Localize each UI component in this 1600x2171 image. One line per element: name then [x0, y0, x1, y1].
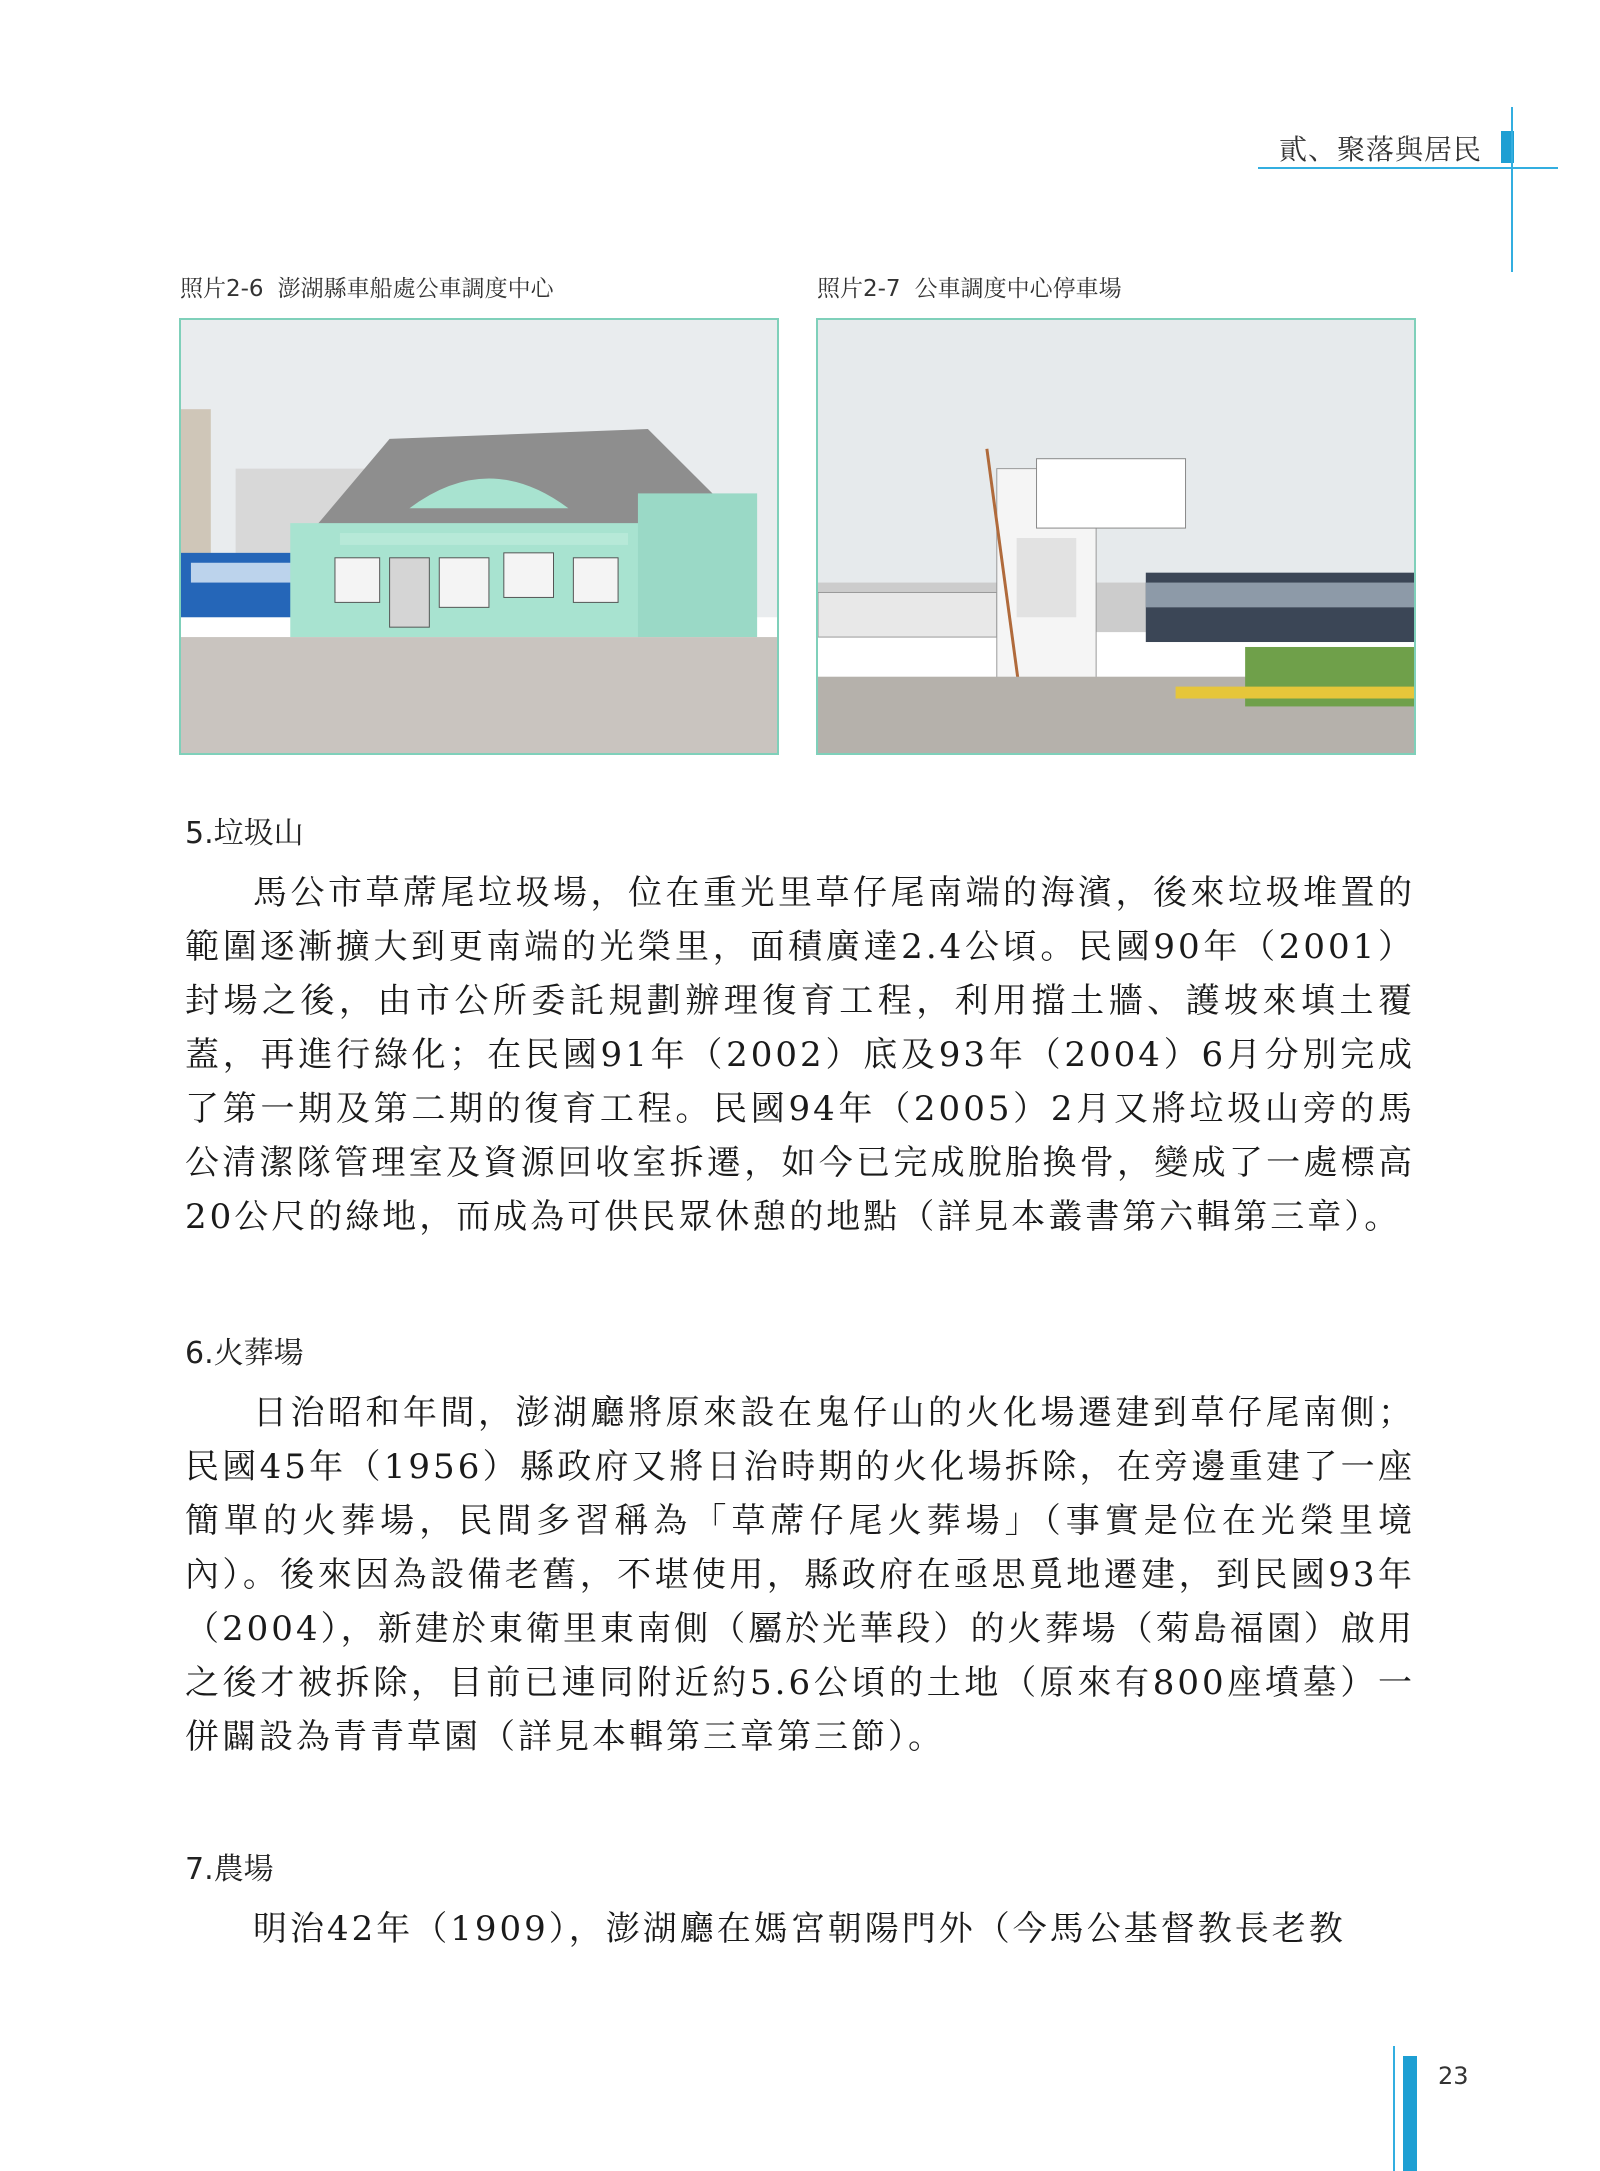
- section-heading: 6.火葬場: [185, 1336, 304, 1371]
- section-heading: 7.農場: [185, 1852, 274, 1887]
- section-paragraph: 馬公市草蓆尾垃圾場，位在重光里草仔尾南端的海濱，後來垃圾堆置的範圍逐漸擴大到更南端的光榮里，面積廣達2.4公頃。民國90年（2001）封場之後，由市公所委託規劃辦理復育工程，利用擋土牆、護坡來填土覆蓋，再進行綠化；在民國91年（2002）底及93年（2004）6月分別完成了第一期及第二期的復育工程。民國94年（2005）2月又將垃圾山旁的馬公清潔隊管理室及資源回收室拆遷，如今已完成脫胎換骨，變成了一處標高20公尺的綠地，而成為可供民眾休憩的地點（詳見本叢書第六輯第三章）。: [185, 873, 1415, 1237]
- section-heading: 5.垃圾山: [185, 816, 304, 851]
- footer-rule: [1393, 2046, 1395, 2171]
- header-vertical-rule: [1511, 107, 1513, 272]
- page-number: 23: [1438, 2062, 1469, 2090]
- section-paragraph: 日治昭和年間，澎湖廳將原來設在鬼仔山的火化場遷建到草仔尾南側；民國45年（1956）縣政府又將日治時期的火化場拆除，在旁邊重建了一座簡單的火葬場，民間多習稱為「草蓆仔尾火葬場」（事實是位在光榮里境內）。後來因為設備老舊，不堪使用，縣政府在亟思覓地遷建，到民國93年（2004），新建於東衛里東南側（屬於光華段）的火葬場（菊島福園）啟用之後才被拆除，目前已連同附近約5.6公頃的土地（原來有800座墳墓）一併闢設為青青草園（詳見本輯第三章第三節）。: [185, 1393, 1415, 1757]
- chapter-title: 貳、聚落與居民: [1278, 133, 1482, 166]
- section-paragraph: 明治42年（1909），澎湖廳在媽宮朝陽門外（今馬公基督教長老教: [253, 1909, 1346, 1949]
- photo-number-2: 照片2-7: [817, 276, 901, 302]
- photo-caption-2: [817, 270, 1122, 303]
- photo-caption-text-2: 公車調度中心停車場: [914, 276, 1122, 302]
- photo-bus-dispatch-center: [179, 318, 779, 755]
- photo-bus-parking-lot: [816, 318, 1416, 755]
- photo-caption-text-1: 澎湖縣車船處公車調度中心: [277, 276, 554, 302]
- section-crematorium: [185, 1328, 1415, 1764]
- footer-marker: [1403, 2056, 1417, 2171]
- photo-caption-1: [180, 270, 554, 303]
- photo-number-1: 照片2-6: [180, 276, 264, 302]
- section-farm: [185, 1844, 1415, 1956]
- section-landfill: [185, 808, 1415, 1244]
- header-rule: [1258, 167, 1558, 169]
